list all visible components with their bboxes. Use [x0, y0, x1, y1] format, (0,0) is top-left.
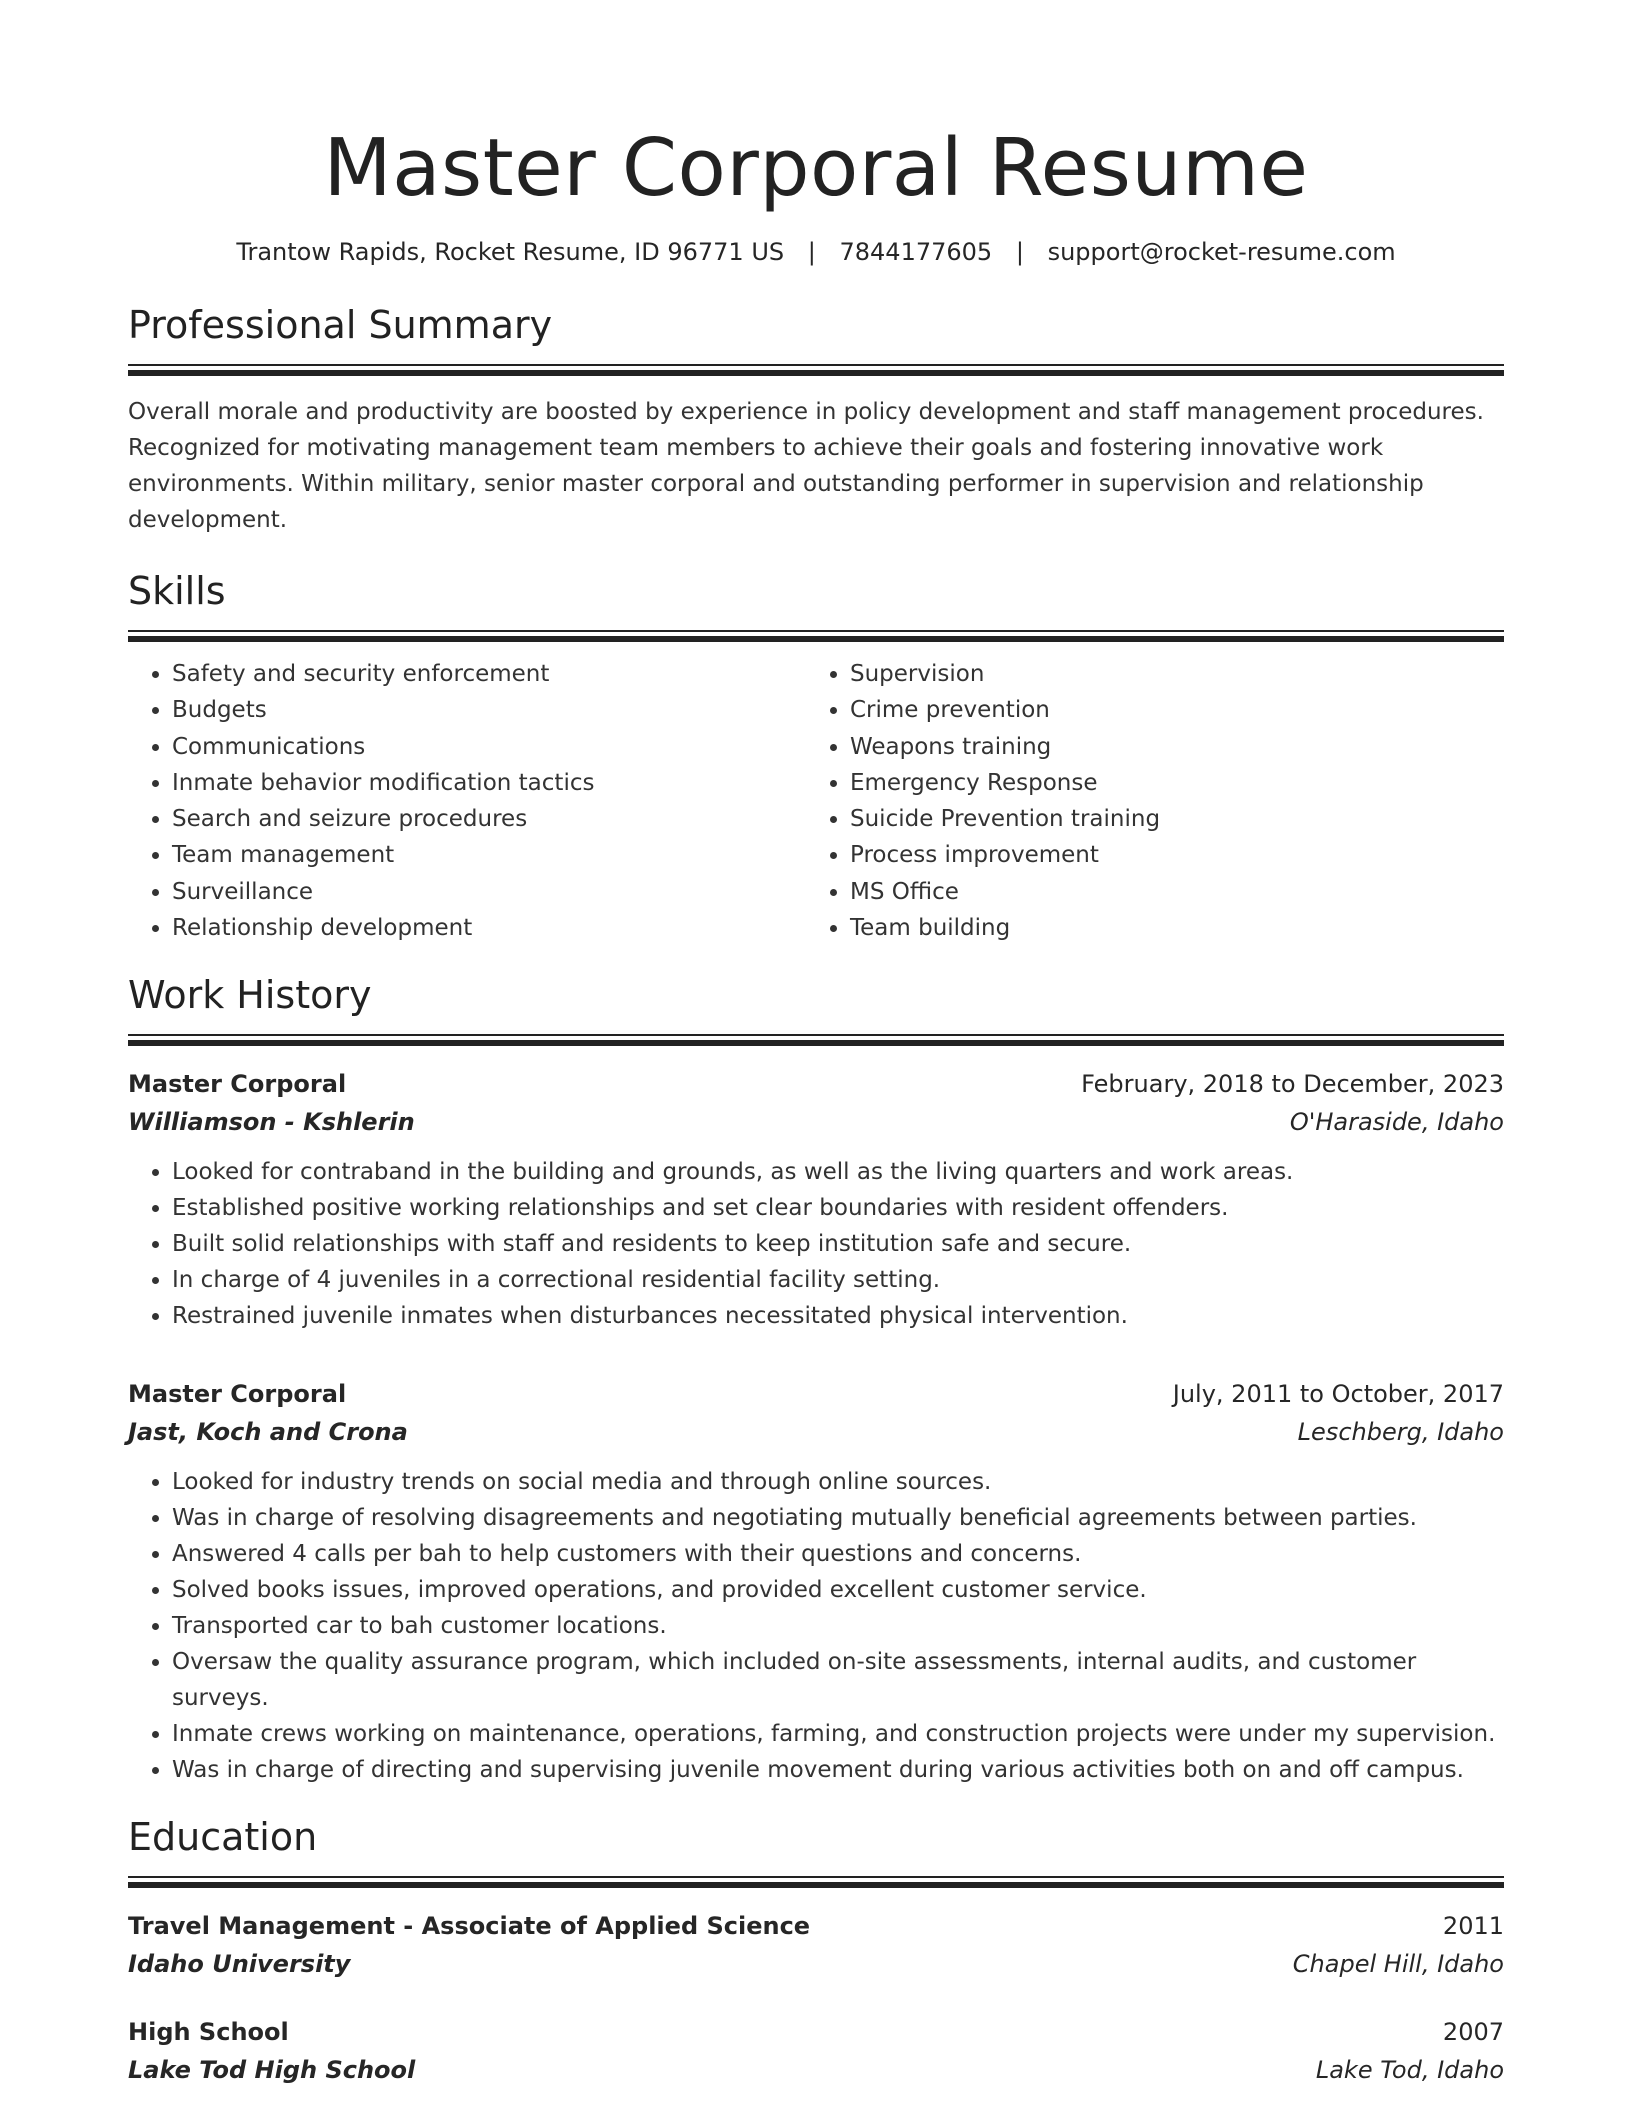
skill-item: • Supervision [850, 656, 1484, 692]
education-school-row [128, 2050, 1504, 2090]
education-degree: High School [128, 2018, 289, 2047]
job-bullet: • Established positive working relationships and set clear boundaries with resident offenders. [172, 1190, 1504, 1226]
skills-section [128, 568, 1504, 946]
page-title: Master Corporal Resume [323, 122, 1309, 214]
job-bullet: • Was in charge of resolving disagreements and negotiating mutually beneficial agreements between parties. [172, 1500, 1504, 1536]
job-bullet: • Oversaw the quality assurance program, which included on-site assessments, internal audits, and customer surveys. [172, 1644, 1504, 1716]
skill-item: • Weapons training [850, 729, 1484, 765]
skill-item: • Communications [172, 729, 806, 765]
job-title: Master Corporal [128, 1070, 347, 1099]
skills-list-left [128, 656, 806, 946]
job-header-row [128, 1376, 1504, 1412]
job-bullet: • Transported car to bah customer locations. [172, 1608, 1504, 1644]
job-company-row [128, 1102, 1504, 1142]
contact-separator: | [1015, 238, 1024, 266]
education-location: Chapel Hill, Idaho [1292, 1950, 1504, 1979]
skill-item: • Team building [850, 910, 1484, 946]
skill-item: • Budgets [172, 692, 806, 728]
skill-item: • Search and seizure procedures [172, 801, 806, 837]
education-header-row [128, 1908, 1504, 1944]
resume-page [128, 0, 1504, 2090]
skill-item: • Team management [172, 837, 806, 873]
job-company: Williamson - Kshlerin [128, 1108, 415, 1137]
education-degree: Travel Management - Associate of Applied Science [128, 1912, 811, 1941]
job-entry [128, 1066, 1504, 1334]
job-location: Leschberg, Idaho [1297, 1418, 1504, 1447]
job-dates: February, 2018 to December, 2023 [1081, 1070, 1504, 1099]
section-divider [128, 630, 1504, 642]
education-school-row [128, 1944, 1504, 1984]
education-school: Lake Tod High School [128, 2056, 416, 2085]
job-bullet: • Inmate crews working on maintenance, operations, farming, and construction projects were under my supervision. [172, 1716, 1504, 1752]
education-school: Idaho University [128, 1950, 351, 1979]
education-header-row [128, 2014, 1504, 2050]
skill-item: • Process improvement [850, 837, 1484, 873]
job-bullet: • In charge of 4 juveniles in a correctional residential facility setting. [172, 1262, 1504, 1298]
skill-item: • Emergency Response [850, 765, 1484, 801]
skills-columns [128, 656, 1504, 946]
skill-item: • MS Office [850, 874, 1484, 910]
work-history-section [128, 972, 1504, 1788]
contact-email: support@rocket-resume.com [1047, 238, 1396, 266]
summary-heading: Professional Summary [128, 303, 553, 347]
job-bullets [128, 1464, 1504, 1788]
contact-address: Trantow Rapids, Rocket Resume, ID 96771 US [236, 238, 785, 266]
skill-item: • Crime prevention [850, 692, 1484, 728]
job-entry [128, 1376, 1504, 1788]
section-divider [128, 1034, 1504, 1046]
education-entry [128, 1908, 1504, 1984]
job-bullet: • Looked for industry trends on social media and through online sources. [172, 1464, 1504, 1500]
skill-item: • Suicide Prevention training [850, 801, 1484, 837]
skill-item: • Surveillance [172, 874, 806, 910]
job-bullet: • Was in charge of directing and supervising juvenile movement during various activities both on and off campus. [172, 1752, 1504, 1788]
contact-phone: 7844177605 [839, 238, 993, 266]
job-bullet: • Restrained juvenile inmates when disturbances necessitated physical intervention. [172, 1298, 1504, 1334]
job-title: Master Corporal [128, 1380, 347, 1409]
section-divider [128, 1876, 1504, 1888]
job-header-row [128, 1066, 1504, 1102]
job-company: Jast, Koch and Crona [128, 1418, 408, 1447]
education-year: 2007 [1442, 2018, 1504, 2047]
education-heading: Education [128, 1815, 318, 1860]
job-bullets [128, 1154, 1504, 1334]
education-entry [128, 2014, 1504, 2090]
section-divider [128, 364, 1504, 376]
job-bullet: • Built solid relationships with staff and residents to keep institution safe and secure. [172, 1226, 1504, 1262]
job-bullet: • Solved books issues, improved operations, and provided excellent customer service. [172, 1572, 1504, 1608]
education-year: 2011 [1442, 1912, 1504, 1941]
job-company-row [128, 1412, 1504, 1452]
summary-section [128, 302, 1504, 538]
skills-heading: Skills [128, 569, 226, 613]
skill-item: • Relationship development [172, 910, 806, 946]
work-history-heading: Work History [128, 973, 372, 1018]
contact-separator: | [807, 238, 816, 266]
skill-item: • Safety and security enforcement [172, 656, 806, 692]
contact-line [128, 236, 1504, 268]
skill-item: • Inmate behavior modification tactics [172, 765, 806, 801]
education-section [128, 1814, 1504, 2090]
summary-text: Overall morale and productivity are boosted by experience in policy development and staff management procedures. Recognized for motivating management team members to achieve their goals and fostering innovative work environments. Within military, senior master corporal and outstanding performer in supervision and relationship development. [128, 399, 1484, 533]
job-bullet: • Looked for contraband in the building and grounds, as well as the living quarters and work areas. [172, 1154, 1504, 1190]
job-bullet: • Answered 4 calls per bah to help customers with their questions and concerns. [172, 1536, 1504, 1572]
skills-list-right [806, 656, 1484, 946]
education-location: Lake Tod, Idaho [1315, 2056, 1504, 2085]
job-dates: July, 2011 to October, 2017 [1172, 1380, 1504, 1409]
job-location: O'Haraside, Idaho [1289, 1108, 1504, 1137]
